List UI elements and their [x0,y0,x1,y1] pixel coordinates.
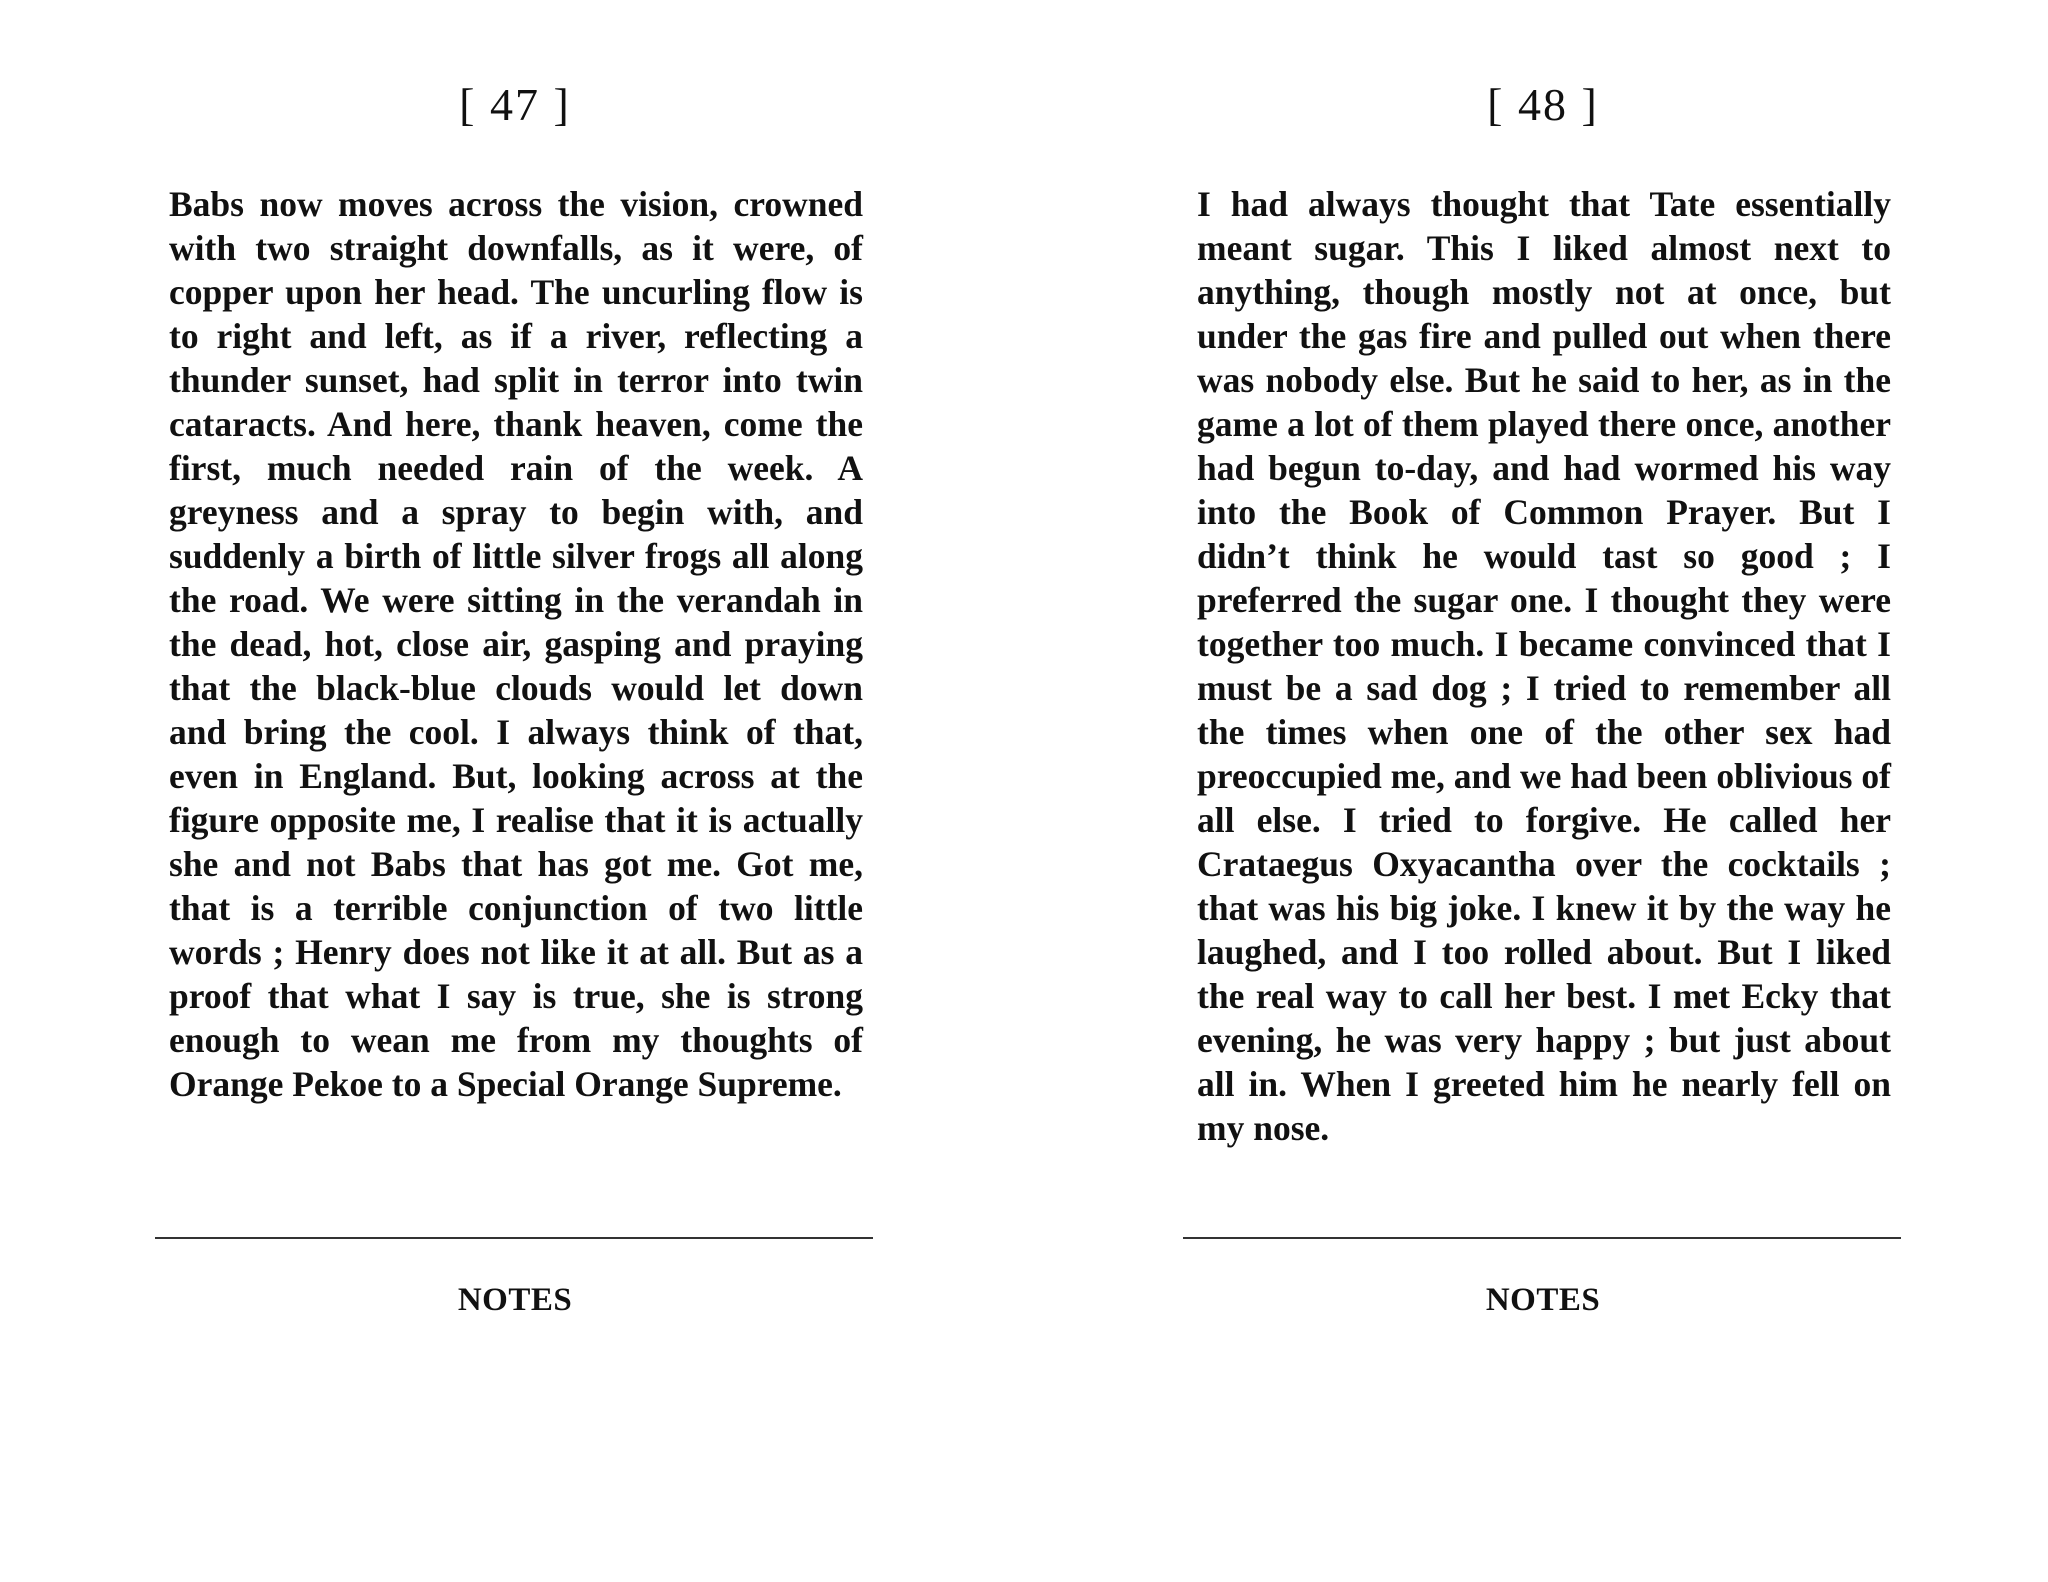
page-body-text: I had always thought that Tate essentially meant sugar. This I liked almost next to anything, though mostly not at once, but under the gas fire and pulled out when there was nobody else. But he said to her, as in the game a lot of them played there once, another had begun to-day, and had wormed his way into the Book of Common Prayer. But I didn’t think he would tast so good ; I preferred the sugar one. I thought they were together too much. I became convinced that I must be a sad dog ; I tried to remember all the times when one of the other sex had preoccupied me, and we had been oblivious of all else. I tried to forgive. He called her Crataegus Oxyacantha over the cocktails ; that was his big joke. I knew it by the way he laughed, and I too rolled about. But I liked the real way to call her best. I met Ecky that evening, he was very happy ; but just about all in. When I greeted him he nearly fell on my nose. [1197,184,1891,1148]
notes-divider [1183,1237,1901,1239]
notes-heading: NOTES [457,1282,573,1318]
notes-heading: NOTES [1485,1282,1601,1318]
left-page [155,0,875,1582]
page-number: [ 47 ] [459,79,571,130]
right-page [1183,0,1903,1582]
page-number: [ 48 ] [1487,79,1599,130]
notes-divider [155,1237,873,1239]
page-body-text: Babs now moves across the vision, crowned with two straight downfalls, as it were, of copper upon her head. The uncurling flow is to right and left, as if a river, reflecting a thunder sunset, had split in terror into twin cataracts. And here, thank heaven, come the first, much needed rain of the week. A greyness and a spray to begin with, and suddenly a birth of little silver frogs all along the road. We were sitting in the verandah in the dead, hot, close air, gasping and praying that the black-blue clouds would let down and bring the cool. I always think of that, even in England. But, looking across at the figure opposite me, I realise that it is actually she and not Babs that has got me. Got me, that is a terrible conjunction of two little words ; Henry does not like it at all. But as a proof that what I say is true, she is strong enough to wean me from my thoughts of Orange Pekoe to a Special Orange Supreme. [169,184,863,1104]
